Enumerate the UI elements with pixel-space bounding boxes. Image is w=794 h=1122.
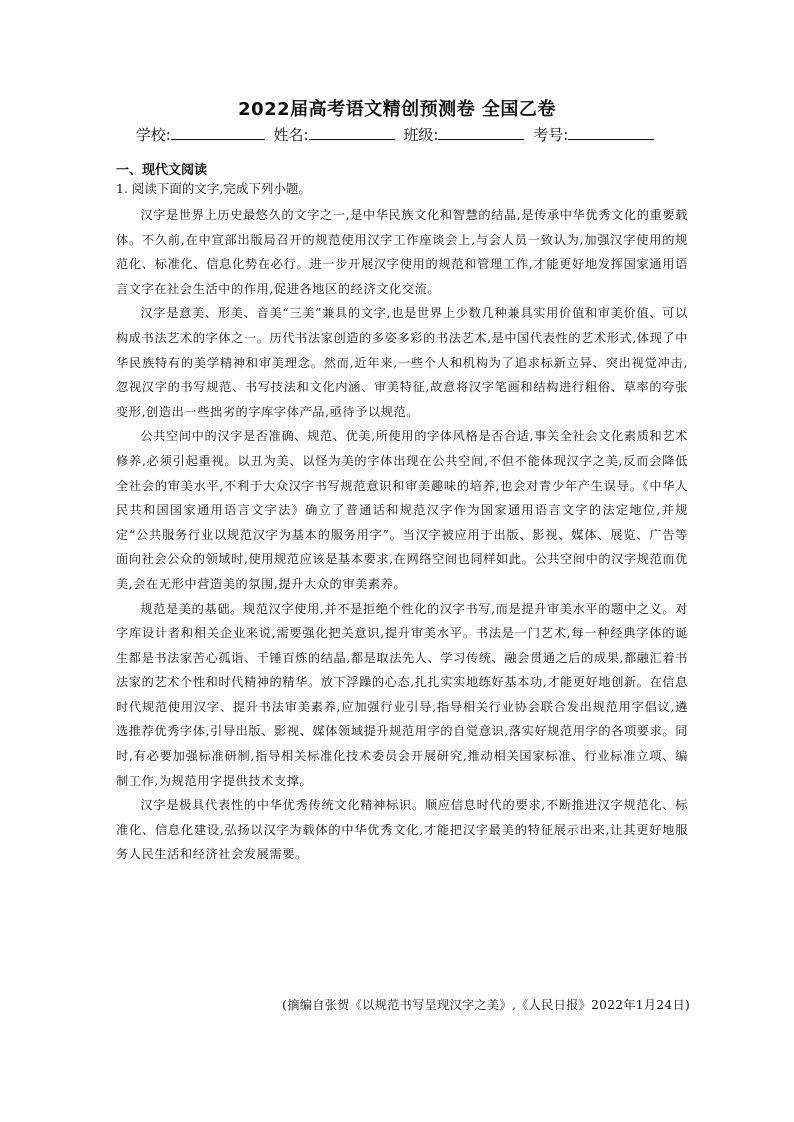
class-label: 班级: (403, 126, 439, 144)
passage-paragraph: 汉字是极具代表性的中华优秀传统文化精神标识。顺应信息时代的要求,不断推进汉字规范化、标准化、信息化建设,弘扬以汉字为载体的中华优秀文化,才能把汉字最美的特征展示出来,让其更好地服务人民生活和经济社会发展需要。 (116, 798, 688, 862)
student-info-line (0, 124, 794, 146)
passage-paragraph: 汉字是意美、形美、音美“三美”兼具的文字,也是世界上少数几种兼具实用价值和审美价值、可以构成书法艺术的字体之一。历代书法家创造的多姿多彩的书法艺术,是中国代表性的艺术形式,体现了中华民族特有的美学精神和审美理念。然而,近年来,一些个人和机构为了追求标新立异、突出视觉冲击,忽视汉字的书写规范、书写技法和文化内涵、审美特征,故意将汉字笔画和结构进行粗俗、草率的夸张变形,创造出一些拙劣的字库字体产品,亟待予以规范。 (116, 306, 688, 419)
class-blank (438, 125, 524, 140)
section-heading: 一、现代文阅读 (116, 163, 208, 178)
exam-title: 2022届高考语文精创预测卷 全国乙卷 (238, 99, 556, 120)
exam-number-blank (568, 125, 654, 140)
passage-source: (摘编自张贺《以规范书写呈现汉字之美》,《人民日报》2022年1月24日) (282, 998, 690, 1012)
school-blank (171, 125, 265, 140)
school-label: 学校: (135, 126, 171, 144)
passage-paragraph: 公共空间中的汉字是否准确、规范、优美,所使用的字体风格是否合适,事关全社会文化素质和艺术修养,必须引起重视。以丑为美、以怪为美的字体出现在公共空间,不但不能体现汉字之美,反而会降低全社会的审美水平,不利于大众汉字书写规范意识和审美趣味的培养,也会对青少年产生误导。《中华人民共和国国家通用语言文字法》确立了普通话和规范汉字作为国家通用语言文字的法定地位,并规定“公共服务行业以规范汉字为基本的服务用字”。当汉字被应用于出版、影视、媒体、展览、广告等面向社会公众的领域时,使用规范应该是基本要求,在网络空间也同样如此。公共空间中的汉字规范而优美,会在无形中营造美的氛围,提升大众的审美素养。 (116, 429, 688, 591)
name-blank (309, 125, 395, 140)
exam-number-label: 考号: (533, 126, 569, 144)
name-label: 姓名: (273, 126, 309, 144)
passage-paragraph: 规范是美的基础。规范汉字使用,并不是拒绝个性化的汉字书写,而是提升审美水平的题中之义。对字库设计者和相关企业来说,需要强化把关意识,提升审美水平。书法是一门艺术,每一种经典字体的诞生都是书法家苦心孤诣、千锤百炼的结晶,都是取法先人、学习传统、融会贯通之后的成果,都融汇着书法家的艺术个性和时代精神的精华。放下浮躁的心态,扎扎实实地练好基本功,才能更好地创新。在信息时代规范使用汉字、提升书法审美素养,应加强行业引导,指导相关行业协会联合发出规范用字倡议,遴选推荐优秀字体,引导出版、影视、媒体领域提升规范用字的自觉意识,落实好规范用字的各项要求。同时,有必要加强标准研制,指导相关标准化技术委员会开展研究,推动相关国家标准、行业标准立项、编制工作,为规范用字提供技术支撑。 (116, 601, 688, 788)
passage-paragraph: 汉字是世界上历史最悠久的文字之一,是中华民族文化和智慧的结晶,是传承中华优秀文化的重要载体。不久前,在中宣部出版局召开的规范使用汉字工作座谈会上,与会人员一致认为,加强汉字使用的规范化、标准化、信息化势在必行。进一步开展汉字使用的规范和管理工作,才能更好地发挥国家通用语言文字在社会生活中的作用,促进各地区的经济文化交流。 (116, 208, 688, 296)
reading-passage (116, 203, 688, 867)
question-prompt: 1. 阅读下面的文字,完成下列小题。 (116, 181, 311, 196)
